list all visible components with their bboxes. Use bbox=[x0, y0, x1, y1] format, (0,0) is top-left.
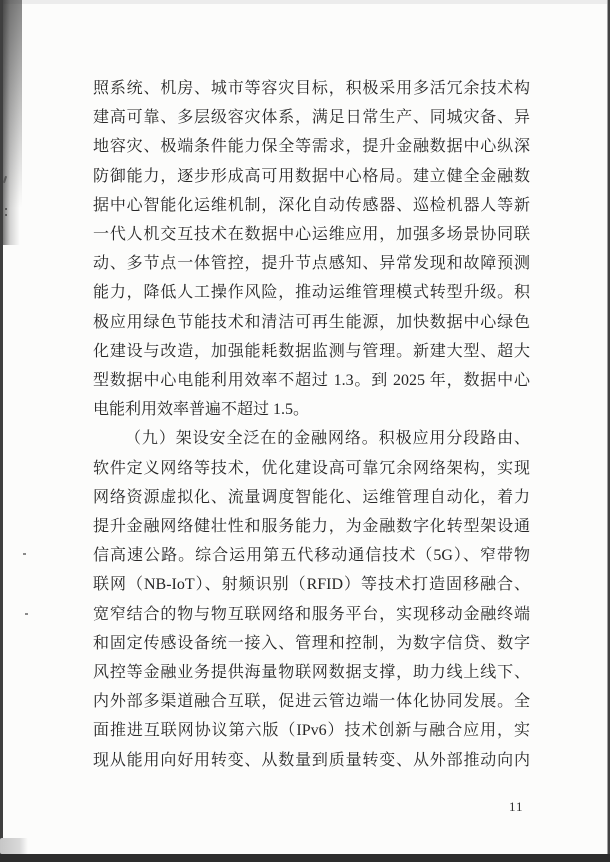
text-line: 宽窄结合的物与物互联网络和服务平台，实现移动金融终端 bbox=[93, 605, 530, 623]
scan-edge-left bbox=[0, 0, 3, 862]
paragraph bbox=[93, 74, 530, 424]
text-line: 风控等金融业务提供海量物联网数据支撑，助力线上线下、 bbox=[93, 664, 530, 682]
scan-edge-top bbox=[0, 0, 610, 4]
text-line: 能力，降低人工操作风险，推动运维管理模式转型升级。积 bbox=[93, 284, 530, 302]
text-line: 化建设与改造，加强能耗数据监测与管理。新建大型、超大 bbox=[93, 342, 530, 360]
text-line: 软件定义网络等技术，优化建设高可靠冗余网络架构，实现 bbox=[93, 459, 530, 477]
text-line: 现从能用向好用转变、从数量到质量转变、从外部推动向内 bbox=[93, 751, 530, 769]
text-line: 建高可靠、多层级容灾体系，满足日常生产、同城灾备、异 bbox=[93, 109, 530, 127]
text-line: 防御能力，逐步形成高可用数据中心格局。建立健全金融数 bbox=[93, 167, 530, 185]
text-line: 和固定传感设备统一接入、管理和控制，为数字信贷、数字 bbox=[93, 634, 530, 652]
text-line: 面推进互联网协议第六版（IPv6）技术创新与融合应用，实 bbox=[93, 722, 530, 740]
text-line: 据中心智能化运维机制，深化自动传感器、巡检机器人等新 bbox=[93, 196, 530, 214]
scan-smudge-bottom-left bbox=[0, 838, 28, 854]
text-line: 动、多节点一体管控，提升节点感知、异常发现和故障预测 bbox=[93, 255, 530, 273]
document-body bbox=[93, 74, 530, 775]
page-number: 11 bbox=[509, 799, 524, 814]
scan-speck bbox=[5, 208, 7, 210]
scan-shadow-top-left bbox=[0, 0, 22, 245]
text-line: 地容灾、极端条件能力保全等需求，提升金融数据中心纵深 bbox=[93, 138, 530, 156]
scan-speck bbox=[23, 553, 26, 555]
text-line: 电能利用效率普遍不超过 1.5。 bbox=[93, 401, 310, 419]
scan-edge-bottom bbox=[0, 854, 610, 862]
text-line: 提升金融网络健壮性和服务能力，为金融数字化转型架设通 bbox=[93, 518, 530, 536]
text-line: 型数据中心电能利用效率不超过 1.3。到 2025 年，数据中心 bbox=[93, 372, 530, 390]
text-line: （九）架设安全泛在的金融网络。积极应用分段路由、 bbox=[125, 430, 530, 448]
text-line: 联网（NB-IoT）、射频识别（RFID）等技术打造固移融合、 bbox=[93, 576, 530, 594]
text-line: 一代人机交互技术在数据中心运维应用，加强多场景协同联 bbox=[93, 226, 530, 244]
scan-speck bbox=[25, 613, 28, 615]
text-line: 内外部多渠道融合互联，促进云管边端一体化协同发展。全 bbox=[93, 693, 530, 711]
text-line: 照系统、机房、城市等容灾目标，积极采用多活冗余技术构 bbox=[93, 80, 530, 97]
text-line: 网络资源虚拟化、流量调度智能化、运维管理自动化，着力 bbox=[93, 488, 530, 506]
paragraph bbox=[93, 424, 530, 774]
text-line: 极应用绿色节能技术和清洁可再生能源，加快数据中心绿色 bbox=[93, 313, 530, 331]
text-line: 信高速公路。综合运用第五代移动通信技术（5G）、窄带物 bbox=[93, 547, 530, 565]
